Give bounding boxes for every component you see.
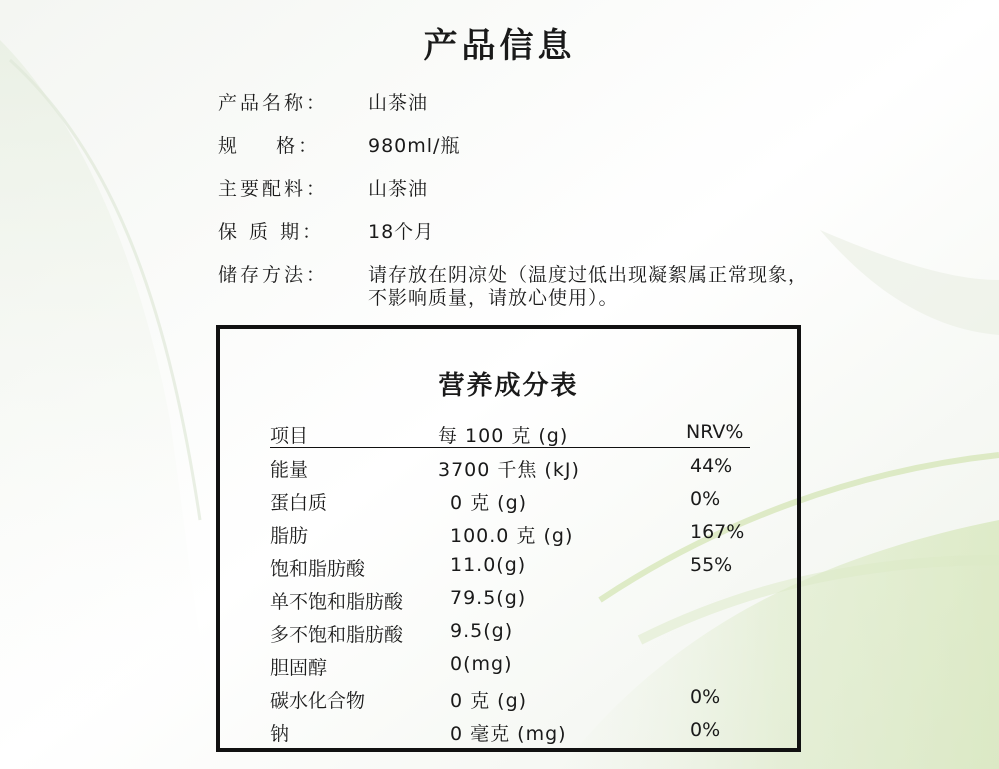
row-amount: 0(mg) [450,653,513,675]
info-value: 980ml/瓶 [368,135,461,157]
table-row [270,455,750,485]
header-nrv: NRV% [686,421,744,443]
row-amount: 3700 千焦 (kJ) [438,459,580,481]
table-row [270,554,750,584]
row-amount: 9.5(g) [450,620,514,642]
row-amount: 0 克 (g) [450,690,528,712]
row-nrv: 0% [690,488,721,510]
row-item: 单不饱和脂肪酸 [270,591,404,613]
row-amount: 100.0 克 (g) [450,525,574,547]
info-value: 18个月 [368,221,435,243]
table-row [270,686,750,716]
nutrition-title: 营养成分表 [438,371,579,401]
table-row [270,719,750,749]
row-item: 钠 [270,723,290,745]
row-nrv: 0% [690,719,721,741]
nutrition-table [216,325,801,752]
info-value: 山茶油 [368,92,429,114]
info-label: 规 格： [218,135,321,157]
row-amount: 11.0(g) [450,554,527,576]
info-label: 储存方法： [218,264,329,286]
row-item: 能量 [270,459,309,481]
info-label: 产品名称： [218,92,329,114]
row-item: 饱和脂肪酸 [270,558,366,580]
row-item: 碳水化合物 [270,690,366,712]
row-nrv: 167% [690,521,745,543]
table-row [270,653,750,683]
row-amount: 0 毫克 (mg) [450,723,567,745]
row-amount: 0 克 (g) [450,492,528,514]
header-per100: 每 100 克 (g) [438,425,569,447]
table-row [270,488,750,518]
row-nrv: 44% [690,455,733,477]
row-nrv: 55% [690,554,733,576]
row-nrv: 0% [690,686,721,708]
table-row [270,521,750,551]
info-label: 主要配料： [218,178,329,200]
row-item: 多不饱和脂肪酸 [270,624,404,646]
row-item: 蛋白质 [270,492,328,514]
nutrition-header [270,421,750,448]
info-value: 山茶油 [368,178,429,200]
info-label: 保 质 期： [218,221,325,243]
row-item: 胆固醇 [270,657,328,679]
row-item: 脂肪 [270,525,309,547]
page-title: 产品信息 [423,26,576,66]
table-row [270,587,750,617]
table-row [270,620,750,650]
header-item: 项目 [270,425,309,447]
info-value: 请存放在阴凉处（温度过低出现凝絮属正常现象，不影响质量，请放心使用）。 [368,264,809,309]
row-amount: 79.5(g) [450,587,527,609]
